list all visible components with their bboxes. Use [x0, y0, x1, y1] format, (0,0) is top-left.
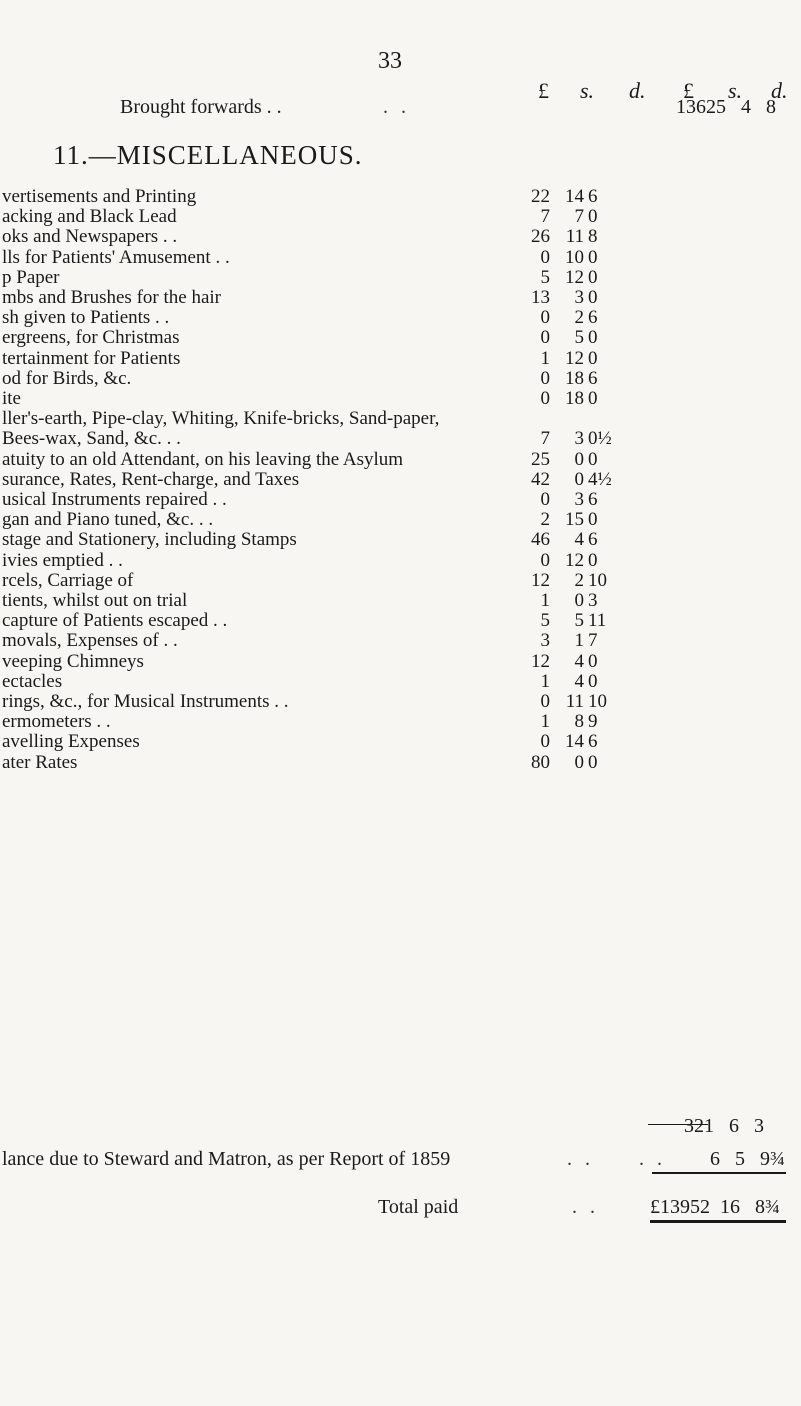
item-shillings: 4	[574, 670, 584, 692]
ledger-row	[0, 368, 801, 388]
ledger-row	[0, 186, 801, 206]
item-pence: 11	[588, 610, 607, 632]
ledger-row	[0, 307, 801, 327]
item-pence: 9	[588, 711, 598, 733]
item-pence: 6	[588, 307, 598, 329]
item-pounds: 46	[531, 529, 550, 551]
item-pounds: 1	[540, 590, 550, 611]
item-pounds: 2	[540, 509, 550, 531]
ledger-row	[0, 752, 801, 772]
item-pounds: 42	[531, 468, 550, 490]
item-shillings: 5	[574, 610, 584, 632]
item-shillings: 3	[574, 428, 584, 450]
ledger-row	[0, 226, 801, 246]
item-pounds: 0	[540, 246, 550, 268]
balance-value: 6 5 9¾	[710, 1148, 785, 1170]
item-label: usical Instruments repaired . .	[2, 489, 227, 510]
item-pence: 6	[588, 529, 598, 551]
item-pence: 6	[588, 731, 598, 753]
item-label: tertainment for Patients	[2, 347, 181, 369]
item-pence: 3	[588, 590, 598, 611]
ledger-row	[0, 731, 801, 751]
ledger-row	[0, 449, 801, 469]
total-leader: . .	[572, 1196, 599, 1218]
item-shillings: 5	[574, 327, 584, 349]
total-label: Total paid	[378, 1196, 459, 1218]
item-label: ller's-earth, Pipe-clay, Whiting, Knife-bricks, Sand-paper,	[2, 408, 440, 430]
item-shillings: 0	[574, 448, 584, 470]
item-pounds: 0	[540, 367, 550, 389]
item-label: od for Birds, &c.	[2, 367, 132, 389]
item-pence: 0	[588, 246, 598, 268]
item-label: surance, Rates, Rent-charge, and Taxes	[2, 468, 300, 490]
ledger-row	[0, 691, 801, 711]
item-pounds: 5	[540, 266, 550, 288]
item-shillings: 8	[574, 711, 584, 733]
ledger-row	[0, 428, 801, 448]
item-label: sh given to Patients . .	[2, 307, 170, 329]
item-shillings: 0	[574, 751, 584, 773]
item-label: tients, whilst out on trial	[2, 590, 188, 611]
item-pounds: 0	[540, 327, 550, 349]
item-shillings: 0	[574, 590, 584, 611]
item-pounds: 3	[540, 630, 550, 652]
item-label: Bees-wax, Sand, &c. . .	[2, 428, 181, 450]
item-pence: 6	[588, 489, 598, 510]
item-shillings: 2	[574, 569, 584, 591]
ledger-row	[0, 711, 801, 731]
section-title: 11.—MISCELLANEOUS.	[53, 140, 363, 170]
ledger-row	[0, 247, 801, 267]
ledger-row	[0, 469, 801, 489]
ledger-row	[0, 671, 801, 691]
ledger-row	[0, 610, 801, 630]
item-pence: 0	[588, 266, 598, 288]
item-label: p Paper	[2, 266, 60, 288]
total-rule-top	[652, 1172, 786, 1174]
item-label: ermometers . .	[2, 711, 111, 733]
item-shillings: 14	[565, 731, 584, 753]
ledger-row	[0, 529, 801, 549]
item-label: capture of Patients escaped . .	[2, 610, 228, 632]
ledger-row	[0, 590, 801, 610]
item-pounds: 22	[531, 186, 550, 207]
item-pence: 0	[588, 388, 598, 409]
item-shillings: 12	[565, 266, 584, 288]
item-label: rings, &c., for Musical Instruments . .	[2, 691, 289, 712]
item-pence: 10	[588, 691, 607, 712]
item-label: ivies emptied . .	[2, 549, 123, 571]
pounds-header-2: £	[683, 78, 694, 103]
total-value: £13952 16 8¾	[650, 1196, 780, 1218]
item-label: gan and Piano tuned, &c. . .	[2, 509, 214, 531]
item-pence: 7	[588, 630, 598, 652]
item-label: veeping Chimneys	[2, 650, 144, 672]
item-pounds: 0	[540, 549, 550, 571]
item-pence: 0	[588, 206, 598, 228]
ledger-row	[0, 267, 801, 287]
item-pence: 10	[588, 569, 607, 591]
item-label: stage and Stationery, including Stamps	[2, 529, 297, 551]
pence-header-2: d.	[771, 78, 788, 103]
item-label: ergreens, for Christmas	[2, 327, 180, 349]
brought-forward-label: Brought forwards . .	[120, 96, 282, 118]
item-pence: 0	[588, 287, 598, 308]
item-label: mbs and Brushes for the hair	[2, 287, 221, 308]
ledger-row	[0, 348, 801, 368]
ledger-row	[0, 206, 801, 226]
item-pence: 0½	[588, 428, 612, 450]
item-pounds: 7	[540, 206, 550, 228]
ledger-row	[0, 388, 801, 408]
item-shillings: 7	[574, 206, 584, 228]
item-pence: 0	[588, 347, 598, 369]
item-shillings: 15	[565, 509, 584, 531]
item-pounds: 25	[531, 448, 550, 470]
item-label: atuity to an old Attendant, on his leaving the Asylum	[2, 448, 404, 470]
item-shillings: 4	[574, 529, 584, 551]
item-shillings: 18	[565, 367, 584, 389]
item-shillings: 12	[565, 347, 584, 369]
shillings-header: s.	[580, 78, 595, 103]
item-label: avelling Expenses	[2, 731, 140, 753]
item-pence: 8	[588, 226, 598, 248]
brought-forward-value: 13625 4 8	[676, 96, 776, 118]
item-pence: 4½	[588, 468, 612, 490]
item-shillings: 14	[565, 186, 584, 207]
item-pounds: 1	[540, 347, 550, 369]
item-label: vertisements and Printing	[2, 186, 197, 207]
item-pounds: 12	[531, 569, 550, 591]
item-shillings: 2	[574, 307, 584, 329]
total-rule-bottom	[650, 1220, 786, 1223]
item-pence: 0	[588, 650, 598, 672]
item-label: lls for Patients' Amusement . .	[2, 246, 230, 268]
item-pounds: 0	[540, 691, 550, 712]
ledger-row	[0, 651, 801, 671]
item-shillings: 4	[574, 650, 584, 672]
ledger-row	[0, 570, 801, 590]
item-shillings: 1	[574, 630, 584, 652]
ledger-row	[0, 327, 801, 347]
item-label: movals, Expenses of . .	[2, 630, 178, 652]
item-label: ater Rates	[2, 751, 78, 773]
item-shillings: 3	[574, 489, 584, 510]
item-pounds: 12	[531, 650, 550, 672]
item-pence: 6	[588, 186, 598, 207]
ledger-row	[0, 489, 801, 509]
item-pence: 0	[588, 509, 598, 531]
item-pence: 0	[588, 670, 598, 692]
ledger-row	[0, 630, 801, 650]
item-pounds: 80	[531, 751, 550, 773]
ledger-row	[0, 509, 801, 529]
item-pounds: 26	[531, 226, 550, 248]
item-shillings: 10	[565, 246, 584, 268]
item-pounds: 7	[540, 428, 550, 450]
item-shillings: 11	[565, 691, 584, 712]
ledger-row	[0, 550, 801, 570]
item-label: ectacles	[2, 670, 63, 692]
item-label: oks and Newspapers . .	[2, 226, 178, 248]
item-pounds: 5	[540, 610, 550, 632]
item-pounds: 0	[540, 388, 550, 409]
item-pence: 0	[588, 549, 598, 571]
balance-leader: . . . .	[567, 1148, 666, 1170]
item-label: acking and Black Lead	[2, 206, 177, 228]
item-label: ite	[2, 388, 21, 409]
page-number: 33	[378, 48, 402, 74]
item-pounds: 0	[540, 307, 550, 329]
item-pounds: 1	[540, 670, 550, 692]
item-shillings: 18	[565, 388, 584, 409]
item-shillings: 11	[565, 226, 584, 248]
item-pounds: 1	[540, 711, 550, 733]
ledger-row	[0, 287, 801, 307]
item-shillings: 12	[565, 549, 584, 571]
subtotal-value: 321 6 3	[684, 1115, 764, 1137]
item-shillings: 0	[574, 468, 584, 490]
item-label: rcels, Carriage of	[2, 569, 134, 591]
shillings-header-2: s.	[728, 78, 743, 103]
pounds-header: £	[538, 78, 549, 103]
ledger-row	[0, 408, 801, 428]
balance-label: lance due to Steward and Matron, as per Report of 1859	[2, 1148, 451, 1170]
item-pounds: 0	[540, 731, 550, 753]
item-pounds: 0	[540, 489, 550, 510]
item-shillings: 3	[574, 287, 584, 308]
item-pence: 0	[588, 751, 598, 773]
item-pence: 0	[588, 448, 598, 470]
brought-forward-leader: . .	[383, 96, 410, 118]
item-pence: 6	[588, 367, 598, 389]
item-pence: 0	[588, 327, 598, 349]
pence-header: d.	[629, 78, 646, 103]
item-pounds: 13	[531, 287, 550, 308]
